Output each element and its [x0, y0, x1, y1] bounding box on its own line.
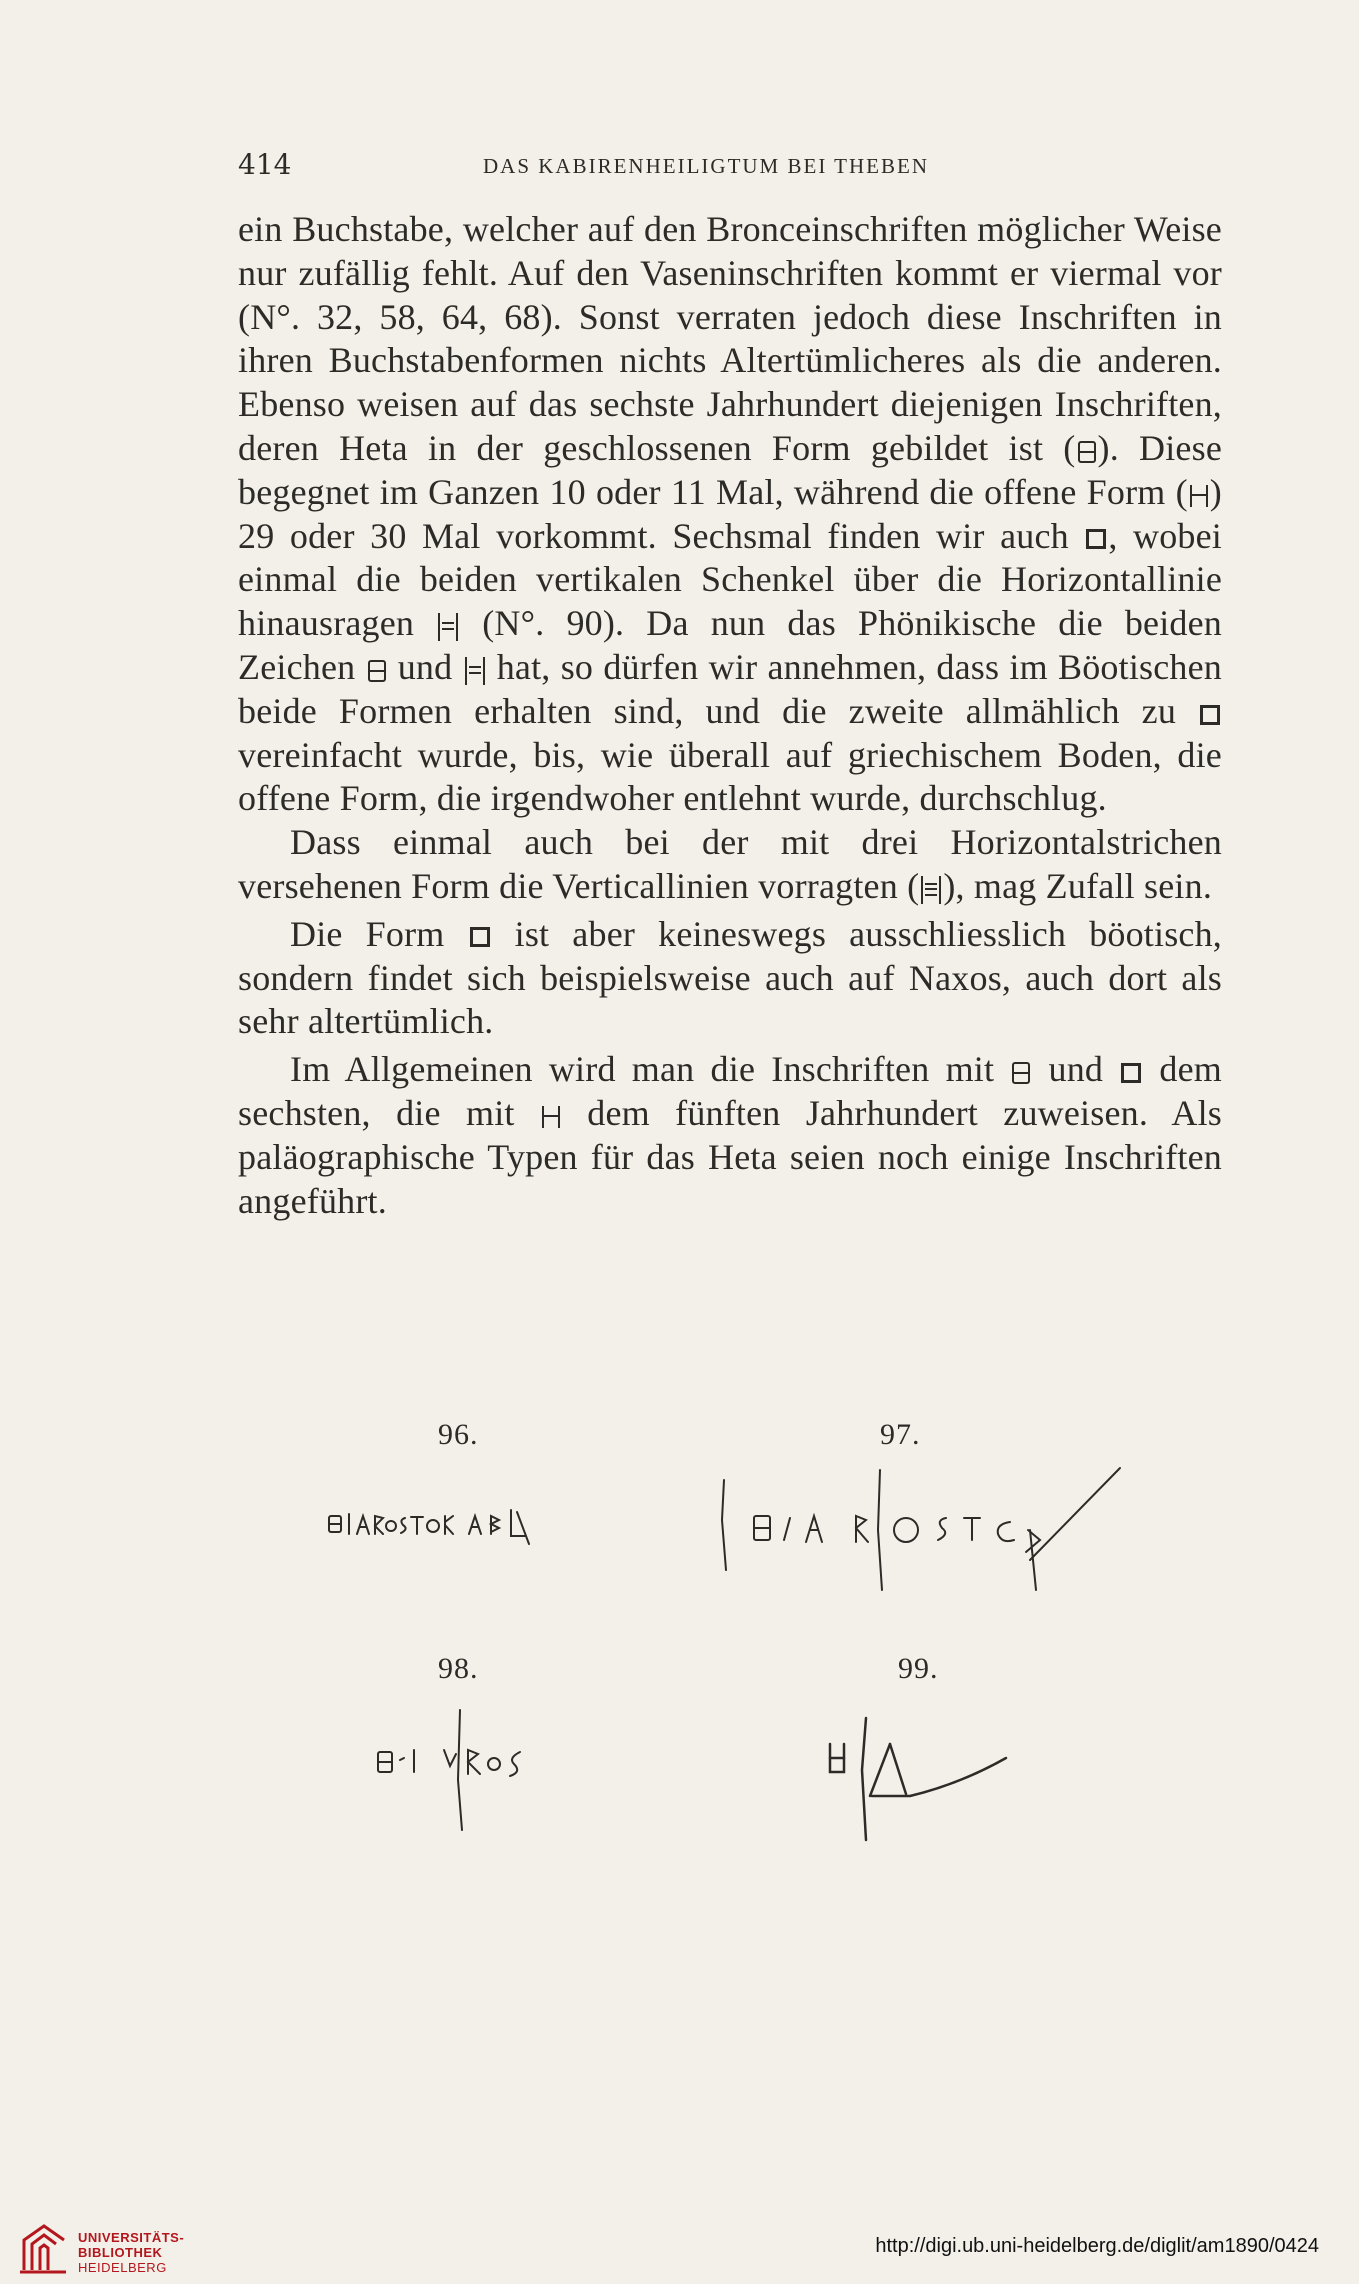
text-run: ), mag Zufall sein. — [943, 865, 1213, 906]
inscription-label-97: 97. — [880, 1418, 921, 1451]
text-run: vereinfacht wurde, bis, wie überall auf griechischem Boden, die offene Form, die irgendwoher entlehnt wurde, durchschlug. — [238, 734, 1222, 819]
text-run: , wobei einmal die beiden vertikalen Schenkel über die Horizontallinie hinausragen — [238, 515, 1222, 644]
library-logo-icon — [18, 2220, 70, 2276]
text-run: und — [1032, 1049, 1120, 1090]
text-run: (N°. 90). Da nun das Phönikische die beiden Zeichen — [238, 603, 1222, 687]
text-run: Dass einmal auch bei der mit drei Horizontalstrichen versehenen Form die Verticallinien vorragten ( — [238, 822, 1222, 906]
page-number: 414 — [238, 148, 292, 181]
university-library-logo — [18, 2220, 218, 2280]
text-run: dem sechsten, die mit — [238, 1049, 1223, 1133]
logo-text — [78, 2230, 184, 2275]
text-run: und — [387, 646, 463, 687]
text-run: ). Diese begegnet im Ganzen 10 oder 11 Mal, während die offene Form ( — [238, 427, 1222, 512]
text-run: hat, so dürfen wir annehmen, dass im Böotischen beide Formen erhalten sind, und die zweite allmählich zu — [238, 646, 1222, 731]
inscription-label-98: 98. — [438, 1652, 479, 1685]
text-run: ein Buchstabe, welcher auf den Bronceinschriften möglicher Weise nur zufällig fehlt. Auf den Vaseninschriften kommt er viermal vor (N°. 32, 58, 64, 68). Sonst verraten jedoch diese Inschriften in ihren Buchstabenformen nichts Altertümlicheres als die anderen. Ebenso weisen auf das sechste Jahrhundert diejenigen Inschriften, deren Heta in der geschlossenen Form gebildet ist ( — [238, 209, 1222, 468]
text-run: Im Allgemeinen wird man die Inschriften mit — [290, 1049, 1011, 1090]
text-run: Die Form — [290, 913, 468, 954]
logo-line-2: BIBLIOTHEK — [78, 2245, 163, 2260]
footer — [0, 2180, 1359, 2284]
running-title: DAS KABIRENHEILIGTUM BEI THEBEN — [483, 154, 929, 178]
text-run: ) 29 oder 30 Mal vorkommt. Sechsmal finden wir auch — [238, 471, 1222, 556]
source-url-link[interactable]: http://digi.ub.uni-heidelberg.de/diglit/am1890/0424 — [875, 2235, 1319, 2257]
inscription-97-drawing — [700, 1460, 1140, 1600]
text-run: dem fünften Jahrhundert zuweisen. Als paläographische Typen für das Heta seien noch einige Inschriften angeführt. — [238, 1092, 1222, 1221]
inscription-96-drawing — [325, 1500, 585, 1550]
inscription-label-96: 96. — [438, 1418, 479, 1451]
inscription-98-drawing — [360, 1680, 580, 1840]
inscription-label-99: 99. — [898, 1652, 939, 1685]
logo-line-1: UNIVERSITÄTS- — [78, 2230, 185, 2245]
text-run: ist aber keineswegs ausschliesslich böotisch, sondern findet sich beispielsweise auch auf Naxos, auch dort als sehr altertümlich. — [238, 913, 1222, 1042]
logo-line-3: HEIDELBERG — [78, 2260, 167, 2275]
inscription-99-drawing — [800, 1700, 1040, 1860]
